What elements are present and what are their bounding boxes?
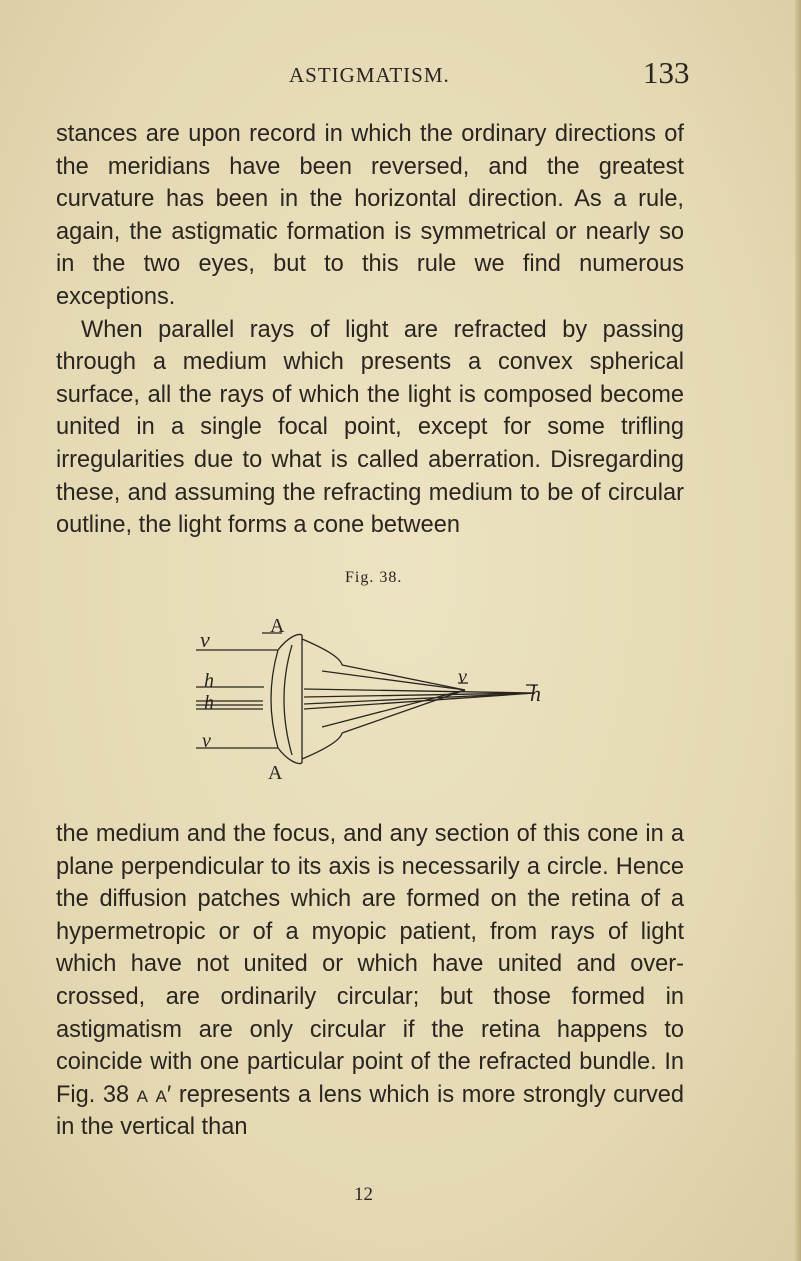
refracted-line-1 (322, 671, 465, 690)
label-a-bottom: A (268, 762, 283, 784)
paragraph-1: stances are upon record in which the ordinary directions of the meridians have been reversed, and the greatest curvature has been in the horizontal direction. As a rule, again, the astigmatic formation is symmetrical or nearly so in the two eyes, but to this rule we find numerous exceptions. (56, 121, 684, 310)
label-h-upper: h (204, 670, 214, 692)
label-h-lower: h (204, 692, 214, 714)
refracted-h-upper (304, 689, 535, 693)
refracted-v-top (342, 665, 465, 690)
label-v-focus: v (458, 666, 467, 688)
label-a-top: A (270, 615, 285, 637)
signature-mark: 12 (354, 1184, 373, 1205)
lens-right-bottom (302, 733, 342, 759)
lens-left-surface (271, 650, 278, 748)
figure-38 (190, 605, 620, 790)
page-edge (795, 0, 801, 1261)
text-block-bottom (56, 818, 684, 1144)
lens-diagram (190, 605, 620, 790)
lens-reference: a a′ (136, 1081, 172, 1108)
paragraph-3 (56, 818, 684, 1144)
paragraph-3-start: the medium and the focus, and any section of this cone in a plane perpendicular to its axis is necessarily a circle. Hence the diffusion patches which are formed on the retina of a hypermetropic or of a myopic patient, from rays of light which have not united or which have united and over-crossed, are ordinarily circular; but those formed in astigmatism are only circular if the retina happens to coincide with one particular point of the refracted bundle. In Fig. 38 (56, 821, 684, 1108)
page-number: 133 (643, 55, 690, 90)
label-v-top: v (200, 627, 210, 652)
lens-right-top (302, 639, 342, 665)
page-header (0, 55, 801, 95)
paragraph-3-end: represents a lens which is more strongly curved in the vertical than (56, 1081, 684, 1141)
label-h-focus: h (530, 681, 541, 706)
lens-inner-curve (284, 645, 292, 755)
text-block-top (56, 118, 684, 542)
label-v-bottom: v (202, 730, 211, 752)
running-head: ASTIGMATISM. (289, 63, 450, 87)
figure-caption: Fig. 38. (345, 569, 403, 586)
paragraph-2: When parallel rays of light are refracted by passing through a medium which presents a convex spherical surface, all the rays of which the light is composed become united in a single focal point, except for some trifling irregularities due to what is called aberration. Disregarding these, and assuming the refracting medium to be of circular outline, the light forms a cone between (56, 316, 684, 539)
